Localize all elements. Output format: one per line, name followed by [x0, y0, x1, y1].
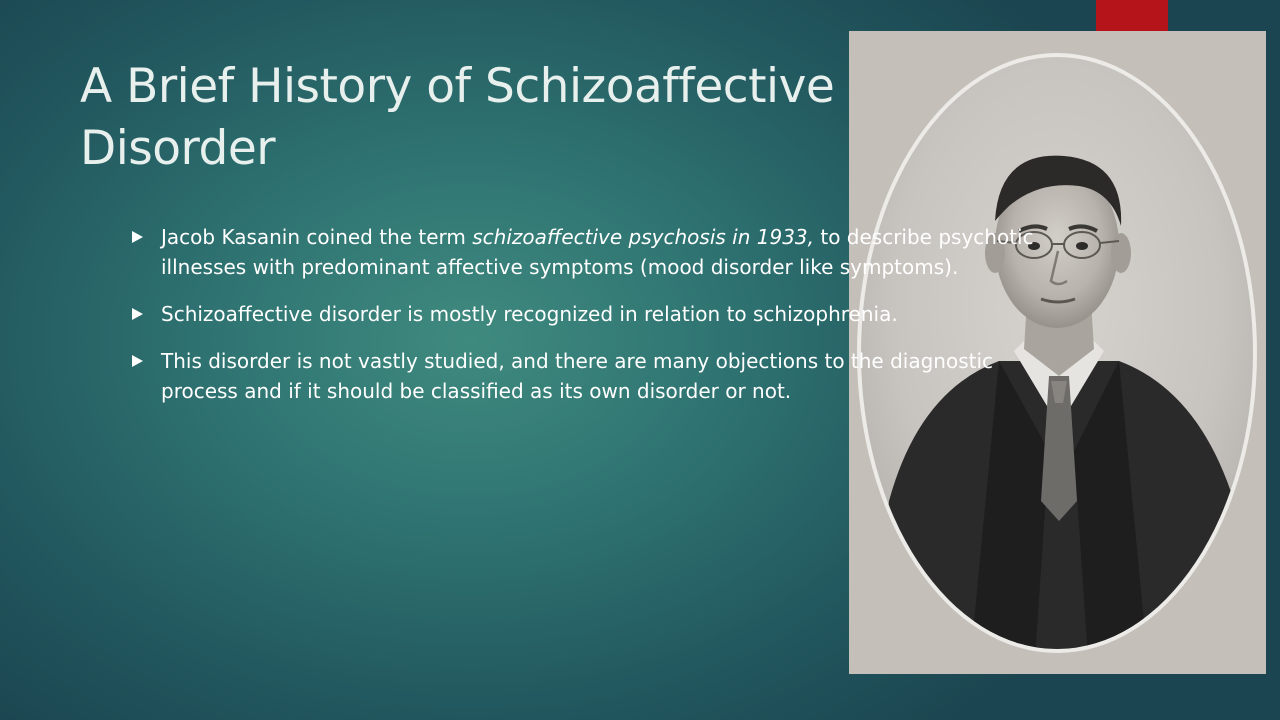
triangle-right-icon [132, 231, 143, 243]
bullet-italic-text: schizoaffective psychosis in 1933, [472, 225, 814, 249]
triangle-right-icon [132, 308, 143, 320]
bullet-text: Schizoaffective disorder is mostly recognized in relation to schizophrenia. [161, 302, 898, 326]
bullet-list [132, 222, 1062, 423]
triangle-right-icon [132, 355, 143, 367]
bullet-item [132, 346, 1062, 406]
bullet-item [132, 299, 1062, 329]
slide-title: A Brief History of Schizoaffective Disorder [80, 59, 835, 176]
bullet-text: This disorder is not vastly studied, and there are many objections to the diagnostic process and if it should be classified as its own disorder or not. [161, 349, 994, 403]
bullet-text: to describe psychotic illnesses with predominant affective symptoms (mood disorder like symptoms). [161, 225, 1034, 279]
bullet-text: Jacob Kasanin coined the term [161, 225, 473, 249]
accent-bar [1096, 0, 1168, 31]
bullet-item [132, 222, 1062, 282]
